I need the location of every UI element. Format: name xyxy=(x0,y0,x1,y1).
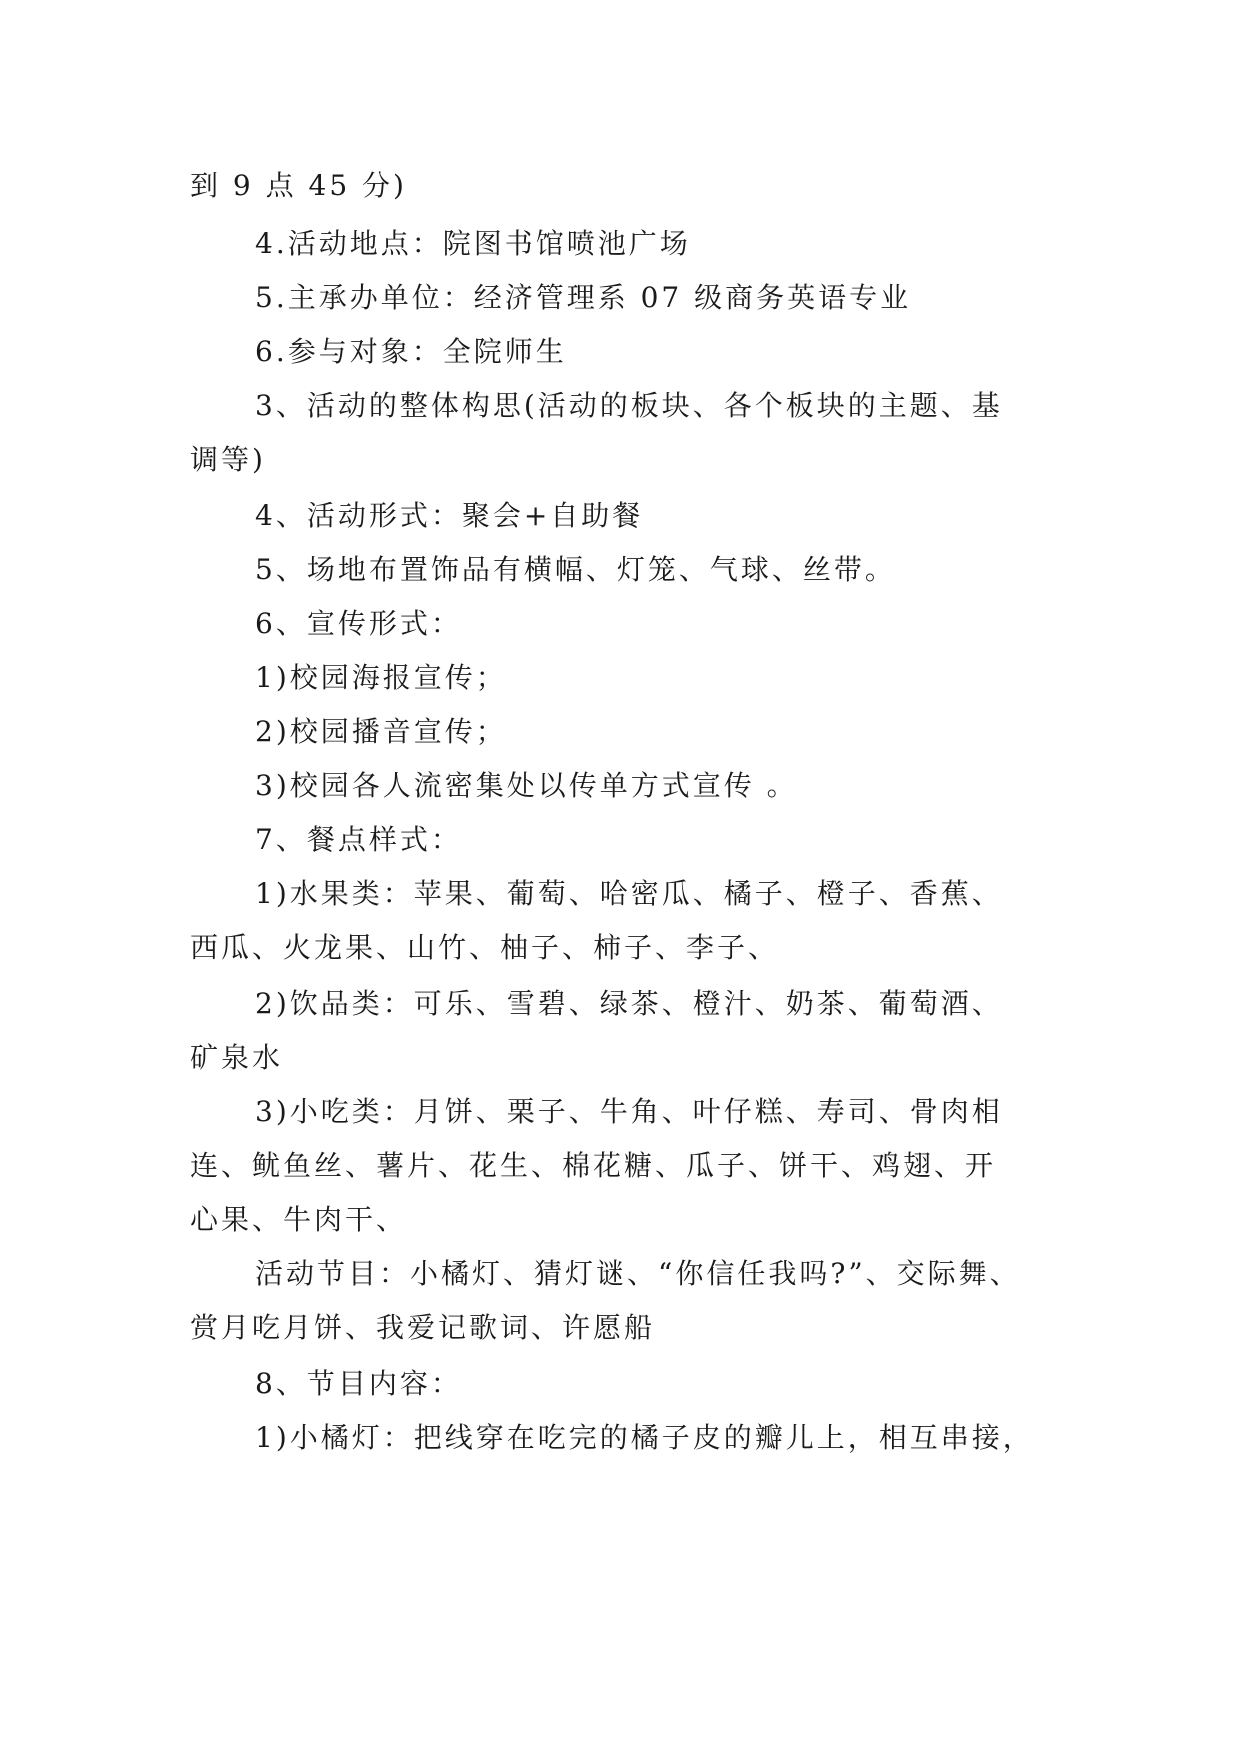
text-line: 赏月吃月饼、我爱记歌词、许愿船 xyxy=(190,1311,656,1344)
text-line: 到 9 点 45 分) xyxy=(190,169,407,202)
text-line: 5、场地布置饰品有横幅、灯笼、气球、丝带。 xyxy=(255,553,896,586)
text-line: 1)校园海报宣传； xyxy=(255,661,507,694)
text-line: 8、节目内容： xyxy=(255,1367,462,1400)
text-line: 矿泉水 xyxy=(190,1041,284,1074)
text-line: 2)校园播音宣传； xyxy=(255,715,507,748)
text-line: 连、鱿鱼丝、薯片、花生、棉花糖、瓜子、饼干、鸡翅、开 xyxy=(190,1149,997,1182)
text-line: 西瓜、火龙果、山竹、柚子、柿子、李子、 xyxy=(190,931,780,964)
text-line: 1)水果类：苹果、葡萄、哈密瓜、橘子、橙子、香蕉、 xyxy=(255,877,1003,910)
text-line: 调等) xyxy=(190,443,266,476)
text-line: 3)小吃类：月饼、栗子、牛角、叶仔糕、寿司、骨肉相 xyxy=(255,1095,1003,1128)
text-line: 3)校园各人流密集处以传单方式宣传 。 xyxy=(255,769,798,802)
text-line: 2)饮品类：可乐、雪碧、绿茶、橙汁、奶茶、葡萄酒、 xyxy=(255,987,1003,1020)
text-line: 4.活动地点：院图书馆喷池广场 xyxy=(255,227,691,260)
text-line: 7、餐点样式： xyxy=(255,823,462,856)
text-line: 3、活动的整体构思(活动的板块、各个板块的主题、基 xyxy=(255,389,1003,422)
text-line: 6、宣传形式： xyxy=(255,607,462,640)
text-line: 活动节目：小橘灯、猜灯谜、“你信任我吗?”、交际舞、 xyxy=(255,1257,1021,1290)
text-line: 4、活动形式：聚会+自助餐 xyxy=(255,499,644,532)
text-line: 1)小橘灯：把线穿在吃完的橘子皮的瓣儿上，相互串接， xyxy=(255,1421,1034,1454)
text-line: 6.参与对象：全院师生 xyxy=(255,335,567,368)
text-line: 心果、牛肉干、 xyxy=(190,1203,408,1236)
text-line: 5.主承办单位：经济管理系 07 级商务英语专业 xyxy=(255,281,912,314)
